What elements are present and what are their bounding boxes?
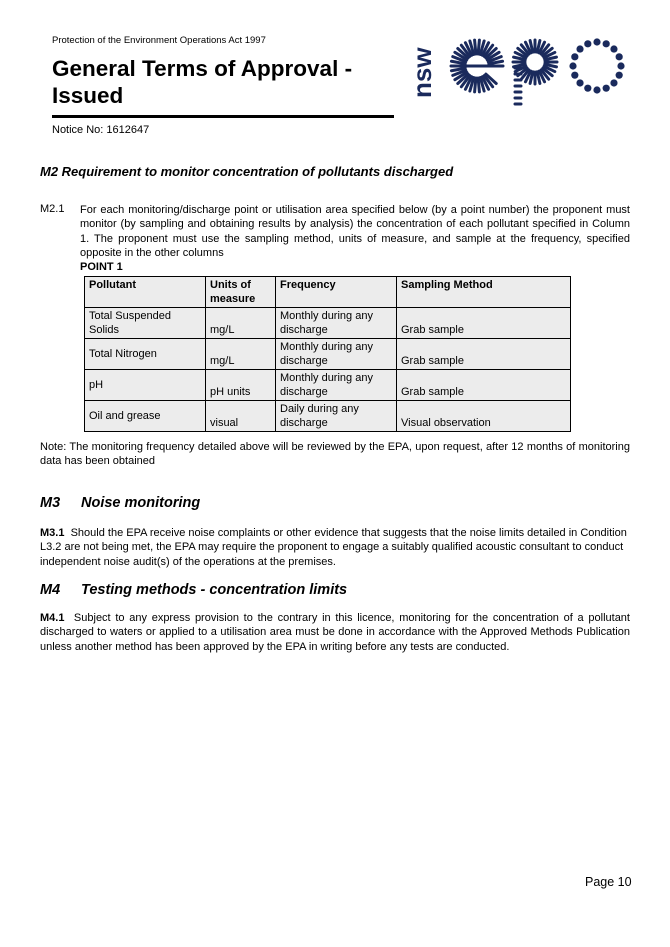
cell-sampling: Grab sample bbox=[397, 370, 571, 401]
table-row bbox=[85, 401, 571, 432]
table-row bbox=[85, 339, 571, 370]
logo-dot bbox=[576, 79, 583, 86]
logo-p-mark bbox=[513, 40, 557, 104]
cell-frequency: Monthly during any discharge bbox=[276, 339, 397, 370]
cell-pollutant: Oil and grease bbox=[85, 401, 206, 432]
logo-dot bbox=[610, 79, 617, 86]
title-rule bbox=[52, 115, 394, 118]
m4-title: Testing methods - concentration limits bbox=[81, 582, 348, 598]
monitoring-table bbox=[84, 276, 571, 432]
logo-dot bbox=[569, 62, 576, 69]
m2-heading: M2 Requirement to monitor concentration of pollutants discharged bbox=[40, 164, 454, 179]
logo-stroke bbox=[475, 78, 476, 92]
cell-units: pH units bbox=[206, 370, 276, 401]
m3-clause bbox=[40, 526, 630, 569]
col-header-units: Units of measure bbox=[206, 277, 276, 308]
page-number: Page 10 bbox=[585, 875, 632, 889]
cell-sampling: Grab sample bbox=[397, 339, 571, 370]
logo-dot bbox=[584, 40, 591, 47]
m4-clause-number: M4.1 bbox=[40, 612, 65, 624]
logo-stroke bbox=[478, 40, 479, 54]
monitoring-note: Note: The monitoring frequency detailed above will be reviewed by the EPA, upon request, after 12 months of monitoring data has been obtained bbox=[40, 441, 630, 468]
logo-a-mark bbox=[569, 38, 624, 93]
m4-heading bbox=[40, 582, 347, 598]
m3-clause-number: M3.1 bbox=[40, 527, 65, 539]
m3-number: M3 bbox=[40, 495, 61, 511]
logo-dot bbox=[603, 85, 610, 92]
logo-dot bbox=[593, 86, 600, 93]
m3-title: Noise monitoring bbox=[81, 495, 201, 511]
logo-dot bbox=[610, 45, 617, 52]
logo-nsw-text: nsw bbox=[407, 47, 437, 98]
nsw-epa-logo bbox=[405, 28, 631, 106]
notice-number: Notice No: 1612647 bbox=[52, 124, 150, 136]
table-row bbox=[85, 308, 571, 339]
cell-pollutant: Total Nitrogen bbox=[85, 339, 206, 370]
logo-dot bbox=[603, 40, 610, 47]
logo-dot bbox=[616, 53, 623, 60]
m4-clause bbox=[40, 611, 630, 654]
logo-dot bbox=[617, 62, 624, 69]
logo-dot bbox=[571, 72, 578, 79]
col-header-sampling: Sampling Method bbox=[397, 277, 571, 308]
table-row bbox=[85, 370, 571, 401]
cell-units: visual bbox=[206, 401, 276, 432]
cell-frequency: Monthly during any discharge bbox=[276, 370, 397, 401]
table-header-row bbox=[85, 277, 571, 308]
page-title: General Terms of Approval - Issued bbox=[52, 56, 353, 108]
cell-pollutant: Total Suspended Solids bbox=[85, 308, 206, 339]
m2-clause-number: M2.1 bbox=[40, 203, 65, 215]
logo-dot bbox=[571, 53, 578, 60]
col-header-pollutant: Pollutant bbox=[85, 277, 206, 308]
col-header-frequency: Frequency bbox=[276, 277, 397, 308]
act-name: Protection of the Environment Operations Act 1997 bbox=[52, 35, 266, 46]
m4-clause-text: Subject to any express provision to the contrary in this licence, monitoring for the concentration of a pollutant discharged to waters or applied to a utilisation area must be done in accordance with the Approved Methods Publication unless another method has been approved by the EPA in writing before any tests are conducted. bbox=[40, 612, 630, 653]
cell-sampling: Visual observation bbox=[397, 401, 571, 432]
cell-units: mg/L bbox=[206, 339, 276, 370]
cell-frequency: Monthly during any discharge bbox=[276, 308, 397, 339]
m2-clause-text: For each monitoring/discharge point or utilisation area specified below (by a point number) the proponent must monitor (by sampling and obtaining results by analysis) the concentration of each pollutant specified in Column 1. The proponent must use the sampling method, units of measure, and sample at the frequency, specified opposite in the other columns bbox=[80, 204, 630, 260]
logo-dot bbox=[593, 38, 600, 45]
point-label: POINT 1 bbox=[80, 261, 123, 273]
cell-sampling: Grab sample bbox=[397, 308, 571, 339]
cell-pollutant: pH bbox=[85, 370, 206, 401]
logo-dot bbox=[584, 85, 591, 92]
m3-clause-text: Should the EPA receive noise complaints or other evidence that suggests that the noise limits detailed in Condition L3.2 are not being met, the EPA may require the proponent to engage a suitably qualified acoustic consultant to conduct independent noise audit(s) of the operations at the premises. bbox=[40, 527, 627, 568]
logo-dot bbox=[576, 45, 583, 52]
logo-stroke bbox=[478, 78, 479, 92]
cell-frequency: Daily during any discharge bbox=[276, 401, 397, 432]
cell-units: mg/L bbox=[206, 308, 276, 339]
m4-number: M4 bbox=[40, 582, 61, 598]
logo-stroke bbox=[475, 40, 476, 54]
logo-e-mark bbox=[451, 40, 503, 92]
logo-dot bbox=[616, 72, 623, 79]
m3-heading bbox=[40, 495, 200, 511]
